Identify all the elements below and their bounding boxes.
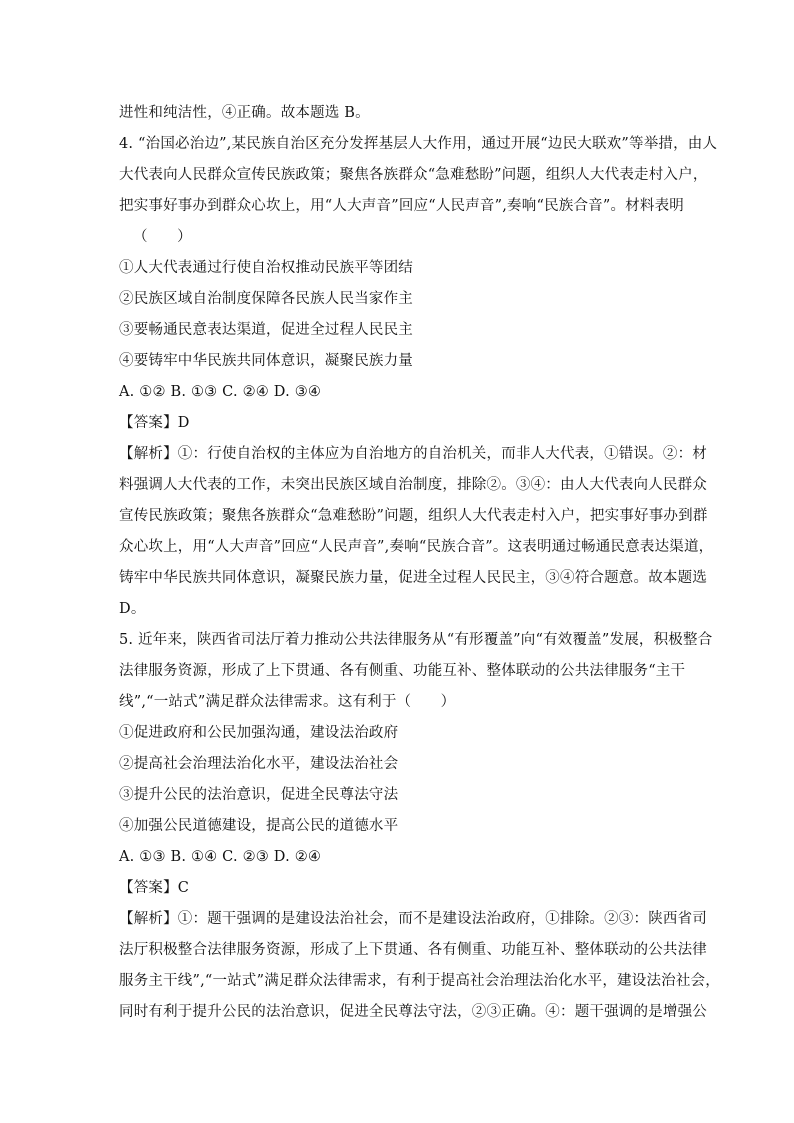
text-line: 大代表向人民群众宣传民族政策；聚焦各族群众“急难愁盼”问题，组织人大代表走村入户， (119, 167, 708, 183)
analysis: 【解析】①：题干强调的是建设法治社会，而不是建设法治政府，①排除。②③：陕西省司 (119, 911, 707, 927)
option-3: ③提升公民的法治意识，促进全民尊法守法 (119, 787, 399, 803)
question-4-stem: 4. “治国必治边”,某民族自治区充分发挥基层人大作用，通过开展“边民大联欢”等举措，由人 (119, 136, 718, 152)
text-line: 线”,“一站式”满足群众法律需求。这有利于（ ） (119, 694, 456, 710)
text-line: 服务主干线”,“一站式”满足群众法律需求，有利于提高社会治理法治化水平，建设法治社会， (119, 973, 720, 989)
option-2: ②提高社会治理法治化水平，建设法治社会 (119, 756, 399, 772)
analysis: 【解析】①：行使自治权的主体应为自治地方的自治机关，而非人大代表，①错误。②：材 (119, 446, 707, 462)
text-line: 宣传民族政策；聚焦各族群众“急难愁盼”问题，组织人大代表走村入户，把实事好事办到群 (119, 508, 708, 524)
text-line: 众心坎上，用“人大声音”回应“人民声音”,奏响“民族合音”。这表明通过畅通民意表达渠道， (119, 539, 714, 555)
option-3: ③要畅通民意表达渠道，促进全过程人民民主 (119, 322, 413, 338)
text-line: D。 (119, 601, 146, 617)
answer-blank: （ ） (133, 229, 192, 245)
option-1: ①人大代表通过行使自治权推动民族平等团结 (119, 260, 413, 276)
choices: A. ①③ B. ①④ C. ②③ D. ②④ (119, 849, 322, 865)
text-line: 铸牢中华民族共同体意识，凝聚民族力量，促进全过程人民民主，③④符合题意。故本题选 (119, 570, 707, 586)
text-line: 进性和纯洁性，④正确。故本题选 B。 (119, 105, 370, 121)
text-line: 法厅积极整合法律服务资源，形成了上下贯通、各有侧重、功能互补、整体联动的公共法律 (119, 942, 707, 958)
answer: 【答案】D (119, 415, 190, 431)
question-5-stem: 5. 近年来，陕西省司法厅着力推动公共法律服务从“有形覆盖”向“有效覆盖”发展，积极整合 (119, 632, 713, 648)
option-4: ④加强公民道德建设，提高公民的道德水平 (119, 818, 399, 834)
answer: 【答案】C (119, 880, 190, 896)
option-2: ②民族区域自治制度保障各民族人民当家作主 (119, 291, 413, 307)
text-line: 料强调人大代表的工作，未突出民族区域自治制度，排除②。③④：由人大代表向人民群众 (119, 477, 707, 493)
choices: A. ①② B. ①③ C. ②④ D. ③④ (119, 384, 322, 400)
option-4: ④要铸牢中华民族共同体意识，凝聚民族力量 (119, 353, 413, 369)
text-line: 法律服务资源，形成了上下贯通、各有侧重、功能互补、整体联动的公共法律服务“主干 (119, 663, 686, 679)
option-1: ①促进政府和公民加强沟通，建设法治政府 (119, 725, 399, 741)
text-line: 把实事好事办到群众心坎上，用“人大声音”回应“人民声音”,奏响“民族合音”。材料表明 (119, 198, 684, 214)
text-line: 同时有利于提升公民的法治意识，促进全民尊法守法，②③正确。④：题干强调的是增强公 (119, 1004, 707, 1020)
